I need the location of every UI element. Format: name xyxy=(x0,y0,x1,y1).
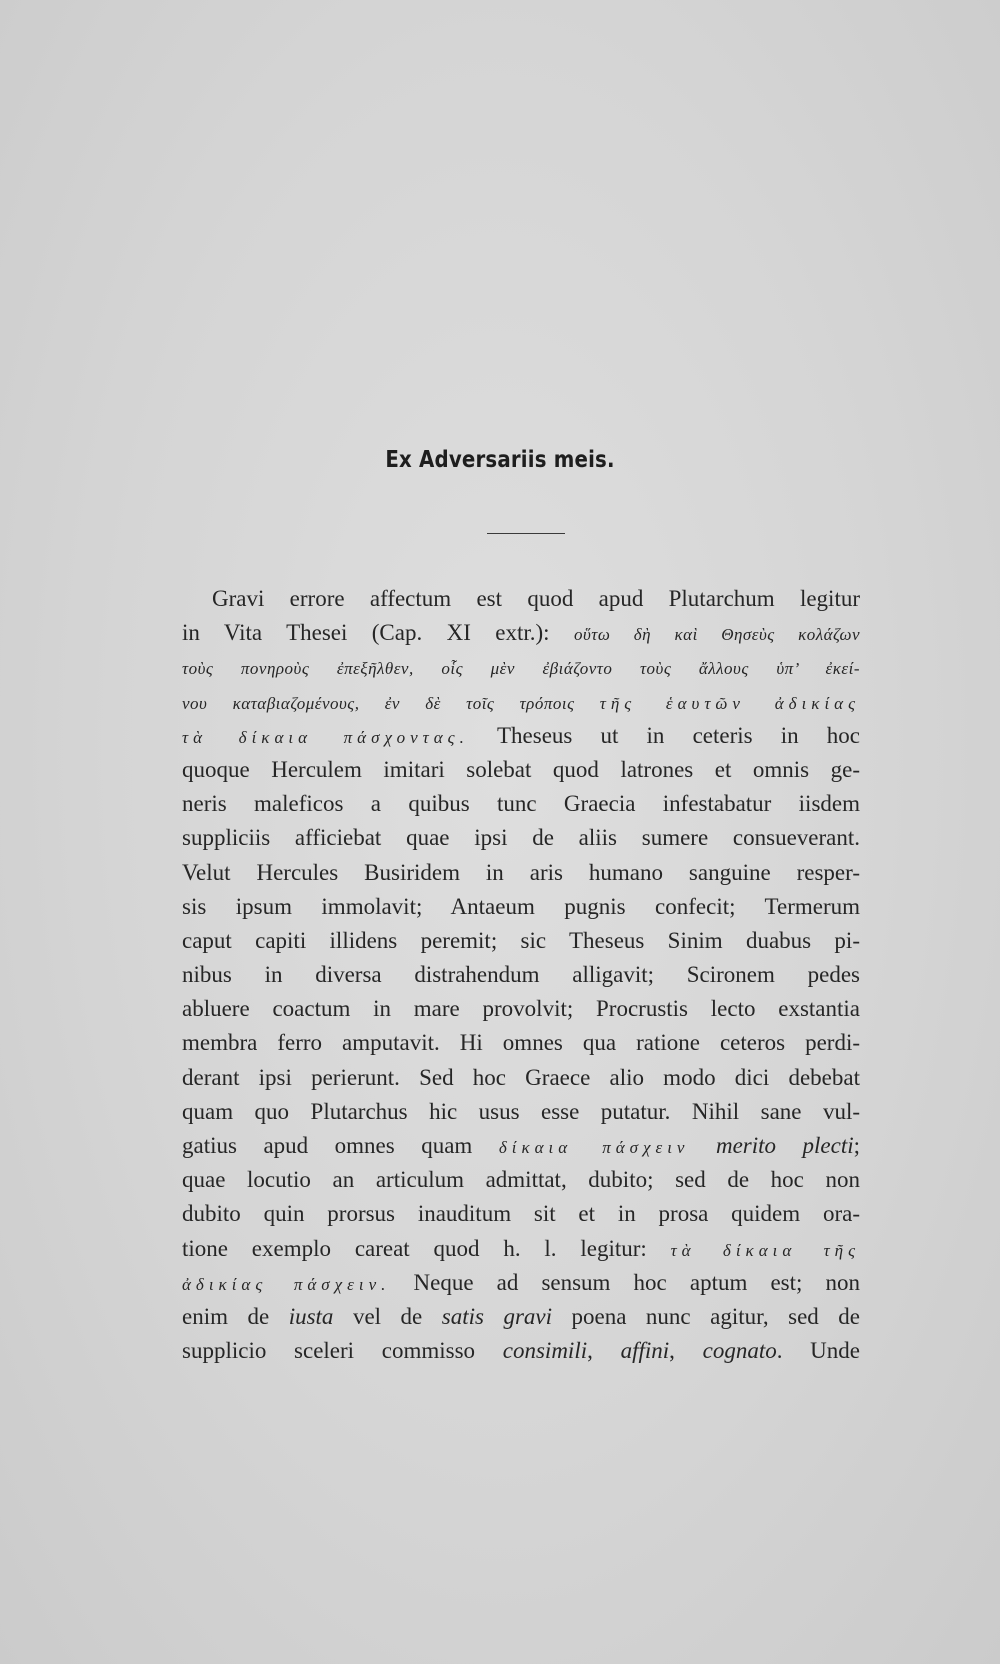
text-line xyxy=(182,1334,860,1368)
text-segment: sis ipsum immolavit; Antaeum pugnis confecit; Termerum xyxy=(182,893,860,919)
text-line xyxy=(182,650,860,684)
text-segment: neris maleficos a quibus tunc Graecia infestabatur iisdem xyxy=(182,791,860,817)
italic-text: satis gravi xyxy=(441,1303,552,1329)
italic-text: iusta xyxy=(288,1303,334,1329)
greek-text: οὕτω δὴ καὶ Θησεὺς κολάζων xyxy=(573,625,860,645)
text-line xyxy=(182,1163,860,1197)
text-line xyxy=(182,753,860,787)
text-segment: quae locutio an articulum admittat, dubito; sed de hoc non xyxy=(182,1167,860,1193)
text-segment: dubito quin prorsus inauditum sit et in prosa quidem ora- xyxy=(182,1201,860,1227)
text-line xyxy=(182,1129,860,1163)
text-segment: ; xyxy=(853,1133,861,1158)
text-segment: , xyxy=(669,1338,703,1364)
text-line xyxy=(182,719,860,753)
italic-text: consimili xyxy=(502,1338,588,1364)
text-line xyxy=(182,992,860,1026)
text-line xyxy=(182,1232,860,1266)
text-segment: in Vita Thesei (Cap. XI extr.): xyxy=(182,620,574,646)
text-line xyxy=(182,787,860,821)
page-heading: Ex Adversariis meis. xyxy=(385,447,615,473)
text-segment: poena nunc agitur, sed de xyxy=(552,1303,860,1329)
text-segment: . Unde xyxy=(776,1338,860,1364)
text-segment: supplicio sceleri commisso xyxy=(182,1338,503,1364)
text-segment: abluere coactum in mare provolvit; Procrustis lecto exstantia xyxy=(182,996,860,1022)
text-line xyxy=(182,890,860,924)
text-segment: derant ipsi perierunt. Sed hoc Graece alio modo dici debebat xyxy=(182,1064,860,1090)
text-segment: nibus in diversa distrahendum alligavit; Scironem pedes xyxy=(182,962,860,988)
text-line xyxy=(182,924,860,958)
greek-text: τὰ δίκαια τῆς xyxy=(670,1240,861,1260)
body-text xyxy=(182,582,860,1368)
italic-text: cognato xyxy=(702,1338,777,1364)
text-segment: Theseus ut in ceteris in hoc xyxy=(468,722,861,748)
greek-text: τῆς ἑαυτῶν ἀδικίας xyxy=(599,693,860,713)
greek-text: τὰ δίκαια πάσχοντας. xyxy=(182,727,469,747)
text-line xyxy=(182,856,860,890)
text-segment: membra ferro amputavit. Hi omnes qua ratione ceteros perdi- xyxy=(182,1030,860,1056)
text-line xyxy=(182,1061,860,1095)
greek-text: τοὺς πονηροὺς ἐπεξῆλθεν, οἷς μὲν ἐβιάζοντο τοὺς ἄλλους ὑπ’ ἐκεί- xyxy=(182,659,860,679)
text-segment: tione exemplo careat quod h. l. legitur: xyxy=(182,1235,671,1261)
text-segment: quoque Herculem imitari solebat quod latrones et omnis ge- xyxy=(182,756,860,782)
text-segment: suppliciis afficiebat quae ipsi de aliis sumere consueverant. xyxy=(182,825,860,851)
text-segment: Neque ad sensum hoc aptum est; non xyxy=(390,1269,861,1295)
text-line xyxy=(182,1197,860,1231)
italic-text: affini xyxy=(620,1338,670,1364)
text-segment: vel de xyxy=(333,1303,442,1329)
text-segment: Gravi errore affectum est quod apud Plutarchum legitur xyxy=(212,586,860,611)
text-segment: caput capiti illidens peremit; sic Theseus Sinim duabus pi- xyxy=(182,927,860,953)
text-line xyxy=(182,1026,860,1060)
text-line xyxy=(182,1266,860,1300)
text-line xyxy=(182,1300,860,1334)
text-segment: enim de xyxy=(182,1303,289,1329)
text-segment: , xyxy=(587,1338,621,1364)
text-line xyxy=(182,685,860,719)
text-segment xyxy=(689,1133,716,1158)
text-line xyxy=(182,958,860,992)
greek-text: νου καταβιαζομένους, ἐν δὲ τοῖς τρόποις xyxy=(182,693,600,713)
text-line xyxy=(182,1095,860,1129)
text-line xyxy=(182,616,860,650)
greek-text: ἀδικίας πάσχειν. xyxy=(182,1274,391,1294)
text-segment: quam quo Plutarchus hic usus esse putatur. Nihil sane vul- xyxy=(182,1098,860,1124)
text-segment: gatius apud omnes quam xyxy=(182,1133,499,1158)
text-line xyxy=(182,821,860,855)
greek-text: δίκαια πάσχειν xyxy=(498,1138,690,1157)
italic-text: merito plecti xyxy=(715,1133,854,1158)
heading-rule xyxy=(487,533,565,534)
text-line xyxy=(182,582,860,616)
text-segment: Velut Hercules Busiridem in aris humano sanguine resper- xyxy=(182,859,860,885)
